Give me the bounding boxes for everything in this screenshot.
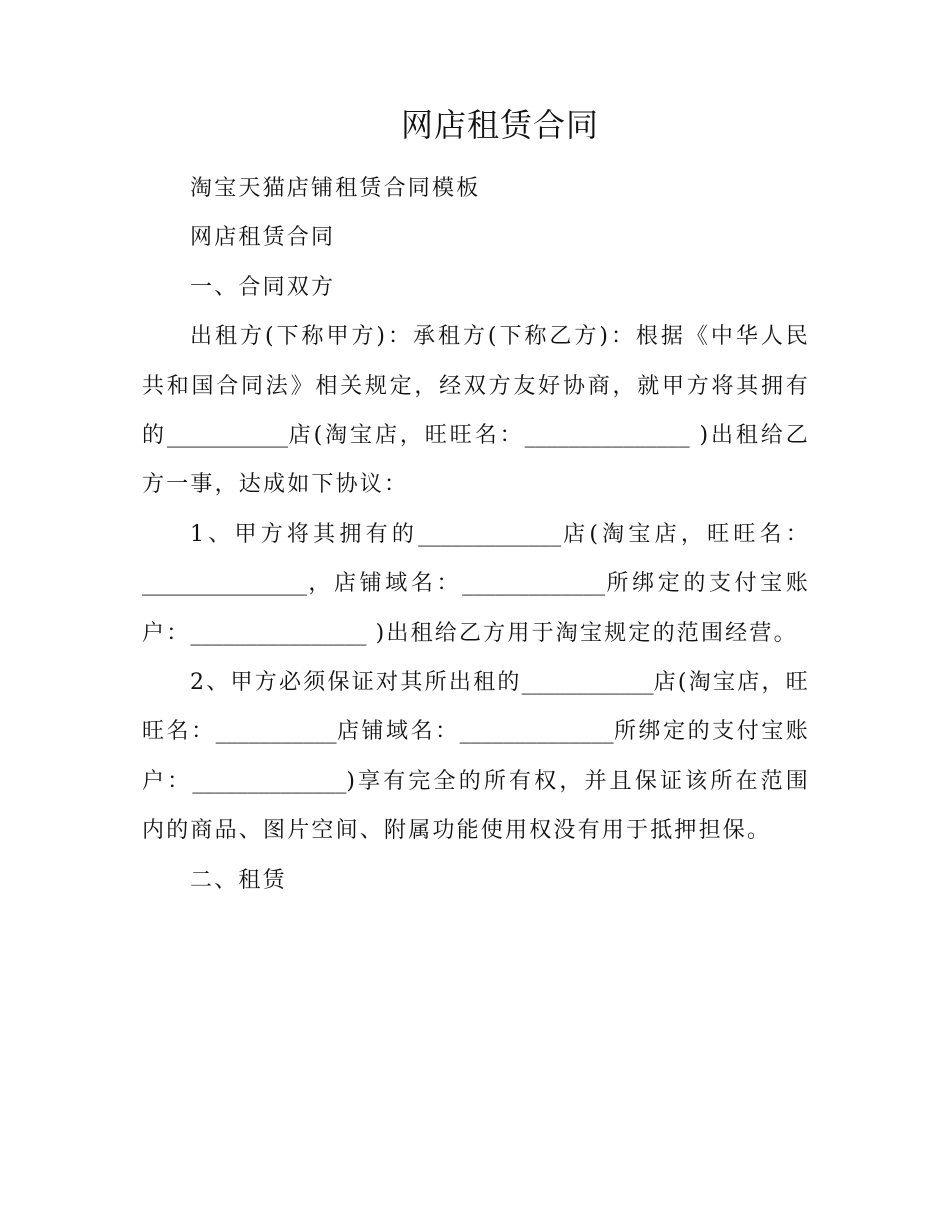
section-heading-lease: 二、租赁 xyxy=(190,867,287,893)
blank-wangwang-name: _______________ xyxy=(142,571,307,597)
blank-shop-domain: ______________ xyxy=(459,719,614,745)
clause-2-text-2: 店(淘宝店，旺旺名： xyxy=(142,670,810,745)
intro-text-1: 出租方(下称甲方)：承租方(下称乙方)：根据《中华人民共和国合同法》相关规定，经双方友好协商，就甲方将其拥有的 xyxy=(142,324,810,449)
blank-alipay-account: ______________ xyxy=(192,768,347,794)
clause-1-text-5: )出租给乙方用于淘宝规定的范围经营。 xyxy=(366,620,798,646)
blank-shop-name: ____________ xyxy=(521,670,654,696)
clause-1-text-3: ，店铺域名： xyxy=(307,571,463,597)
clause-1 xyxy=(142,510,810,658)
paragraph-intro xyxy=(142,312,810,510)
paragraph-heading-contract: 网店租赁合同 xyxy=(190,225,336,251)
document-body xyxy=(142,164,810,905)
section-heading-parties: 一、合同双方 xyxy=(190,274,336,300)
clause-2-text-4: 所绑定的支付宝账户： xyxy=(142,719,810,794)
document-title: 网店租赁合同 xyxy=(400,106,599,144)
clause-2 xyxy=(142,658,810,856)
paragraph-subtitle: 淘宝天猫店铺租赁合同模板 xyxy=(190,176,481,201)
clause-1-text-4: 所绑定的支付宝账户： xyxy=(142,571,810,646)
blank-alipay-account: ________________ xyxy=(190,620,367,646)
blank-shop-name: _____________ xyxy=(418,521,562,547)
clause-2-text-3: 店铺域名： xyxy=(336,719,460,745)
clause-2-text-5: )享有完全的所有权，并且保证该所在范围内的商品、图片空间、附属功能使用权没有用于抵押担保。 xyxy=(142,768,810,844)
blank-shop-name: ___________ xyxy=(166,423,288,449)
clause-1-text-2: 店(淘宝店，旺旺名： xyxy=(561,521,810,547)
clause-2-text-1: 2、甲方必须保证对其所出租的 xyxy=(190,670,522,696)
clause-1-text-1: 1、甲方将其拥有的 xyxy=(190,521,419,547)
intro-text-3: )出租给乙方一事，达成如下协议： xyxy=(142,423,810,498)
blank-shop-domain: _____________ xyxy=(462,571,606,597)
blank-wangwang-name: ___________ xyxy=(215,719,337,745)
intro-text-2: 店(淘宝店，旺旺名： xyxy=(287,423,525,449)
blank-wangwang-name: _______________ xyxy=(524,423,690,449)
